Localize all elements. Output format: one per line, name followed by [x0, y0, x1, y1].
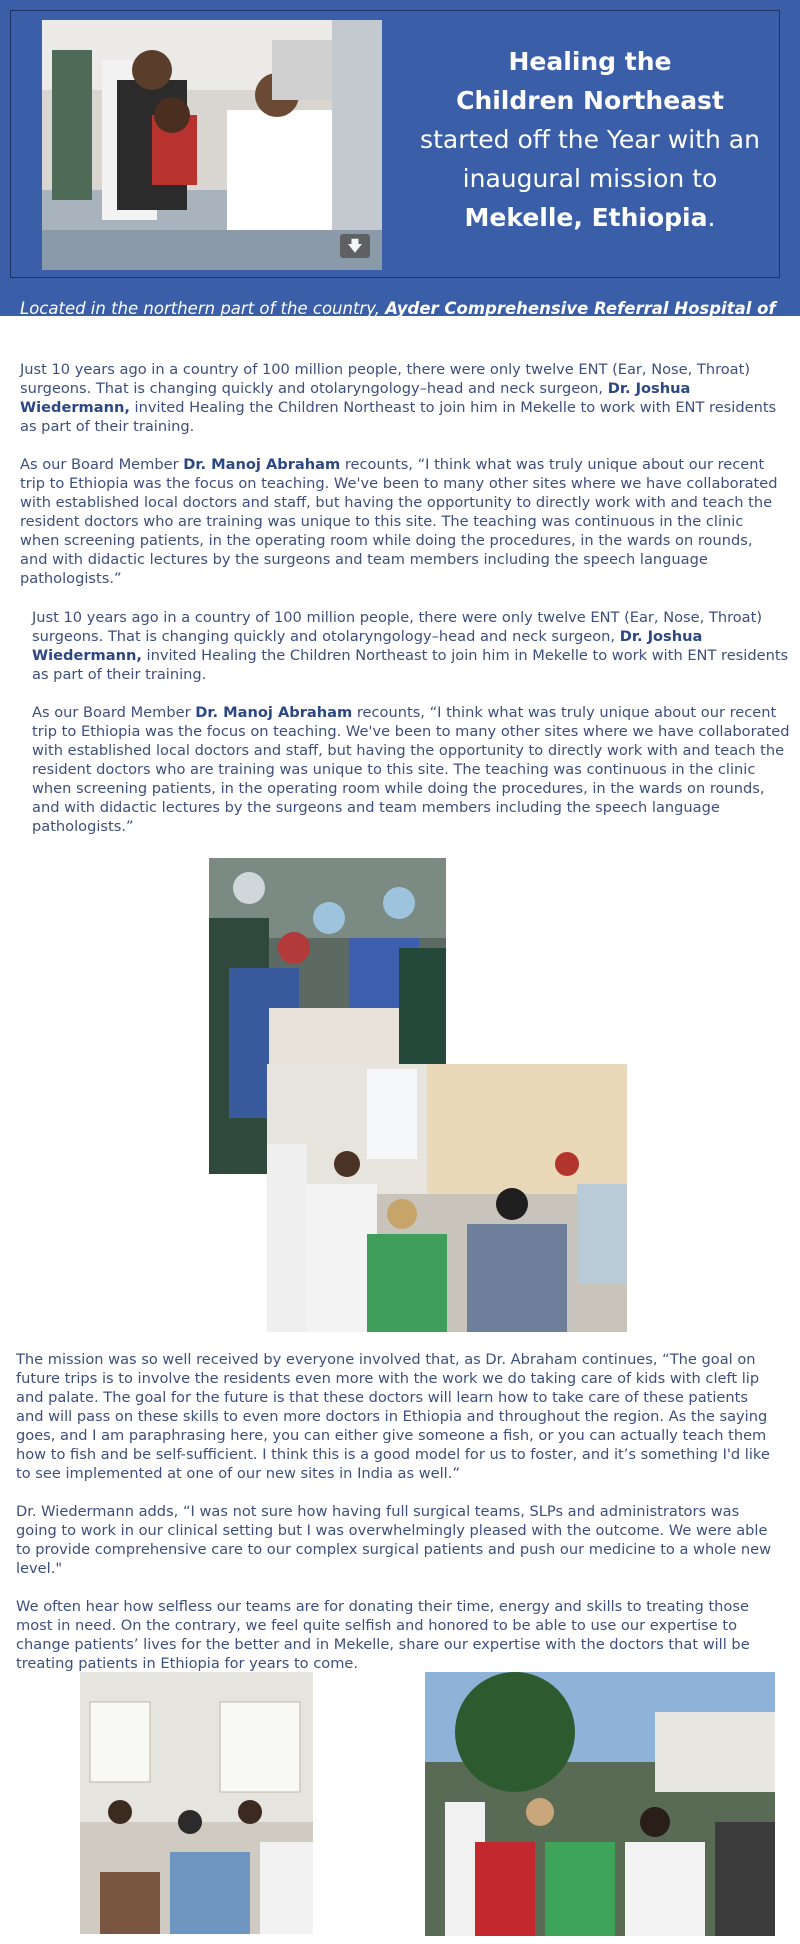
paragraph [32, 703, 790, 836]
down-arrow-icon[interactable]: 🡇 [340, 234, 370, 258]
headline [410, 42, 770, 237]
text-span: Just 10 years ago in a country of 100 million people, there were only twelve ENT (Ear, Nose, Throat) surgeons. That is changing quickly and otolaryngology–head and neck surgeon, [20, 361, 751, 397]
photo-ward-rounds [267, 1064, 627, 1332]
text-span: invited Healing the Children Northeast to join him in Mekelle to work with ENT residents as part of their training. [32, 647, 789, 683]
photo-outdoor-group [425, 1672, 775, 1936]
headline-line: Healing the [508, 47, 672, 76]
section1-text [20, 360, 780, 607]
paragraph [20, 360, 780, 436]
name-wiedermann: Dr. Joshua Wiedermann, [20, 380, 691, 416]
intro-post: is building an otolaryngology residency program in their medical school. [20, 321, 733, 362]
section3-text [16, 1350, 780, 1692]
headline-line: inaugural mission to [462, 164, 718, 193]
text-span: invited Healing the Children Northeast to join him in Mekelle to work with ENT residents as part of their training. [20, 399, 777, 435]
photo-team-room [80, 1672, 313, 1934]
text-span: recounts, “I think what was truly unique about our recent trip to Ethiopia was the focus on teaching. We've been to many other sites where we have collaborated with established local doctors and staff, but having the opportunity to directly work with and teach the resident doctors who are training was unique to this site. The teaching was continuous in the clinic when screening patients, in the operating room while doing the procedures, in the wards on rounds, and with didactic lectures by the surgeons and team members including the speech language pathologists.” [32, 704, 790, 835]
headline-period: . [707, 203, 716, 232]
text-span: As our Board Member [32, 704, 196, 721]
name-abraham: Dr. Manoj Abraham [195, 704, 353, 721]
intro-text [20, 298, 780, 364]
section2-text [32, 608, 790, 855]
hero-photo-clinic [42, 20, 382, 270]
paragraph [20, 455, 780, 588]
name-abraham: Dr. Manoj Abraham [183, 456, 341, 473]
headline-destination: Mekelle, Ethiopia [464, 203, 708, 232]
paragraph: Dr. Wiedermann adds, “I was not sure how having full surgical teams, SLPs and administrators was going to work in our clinical setting but I was overwhelmingly pleased with the outcome. We were able to provide comprehensive care to our complex surgical patients and push our medicine to a whole new level." [16, 1503, 772, 1577]
text-span: recounts, “I think what was truly unique about our recent trip to Ethiopia was the focus on teaching. We've been to many other sites where we have collaborated with established local doctors and staff, but having the opportunity to directly work with and teach the resident doctors who are training was unique to this site. The teaching was continuous in the clinic when screening patients, in the operating room while doing the procedures, in the wards on rounds, and with didactic lectures by the surgeons and team members including the speech language pathologists.” [20, 456, 778, 587]
text-span: As our Board Member [20, 456, 184, 473]
intro-pre: Located in the northern part of the country, [20, 299, 386, 318]
name-wiedermann: Dr. Joshua Wiedermann, [32, 628, 703, 664]
headline-line: Children Northeast [456, 86, 724, 115]
intro-hospital-name: Ayder Comprehensive Referral Hospital of Mekelle University [20, 299, 776, 340]
headline-line: started off the Year with an [420, 125, 760, 154]
paragraph: The mission was so well received by everyone involved that, as Dr. Abraham continues, “The goal on future trips is to involve the residents even more with the work we do taking care of kids with cleft lip and palate. The goal for the future is that these doctors will learn how to take care of these patients and will pass on these skills to even more doctors in Ethiopia and throughout the region. As the saying goes, and I am paraphrasing here, you can either give someone a fish, or you can actually teach them how to fish and be self-sufficient. I think this is a good model for us to foster, and it’s something I'd like to see implemented at one of our new sites in India as well.” [16, 1351, 770, 1482]
paragraph [32, 608, 790, 684]
text-span: Just 10 years ago in a country of 100 million people, there were only twelve ENT (Ear, Nose, Throat) surgeons. That is changing quickly and otolaryngology–head and neck surgeon, [32, 609, 763, 645]
paragraph: We often hear how selfless our teams are for donating their time, energy and skills to treating those most in need. On the contrary, we feel quite selfish and honored to be able to use our expertise to change patients’ lives for the better and in Mekelle, share our expertise with the doctors that will be treating patients in Ethiopia for years to come. [16, 1598, 750, 1672]
